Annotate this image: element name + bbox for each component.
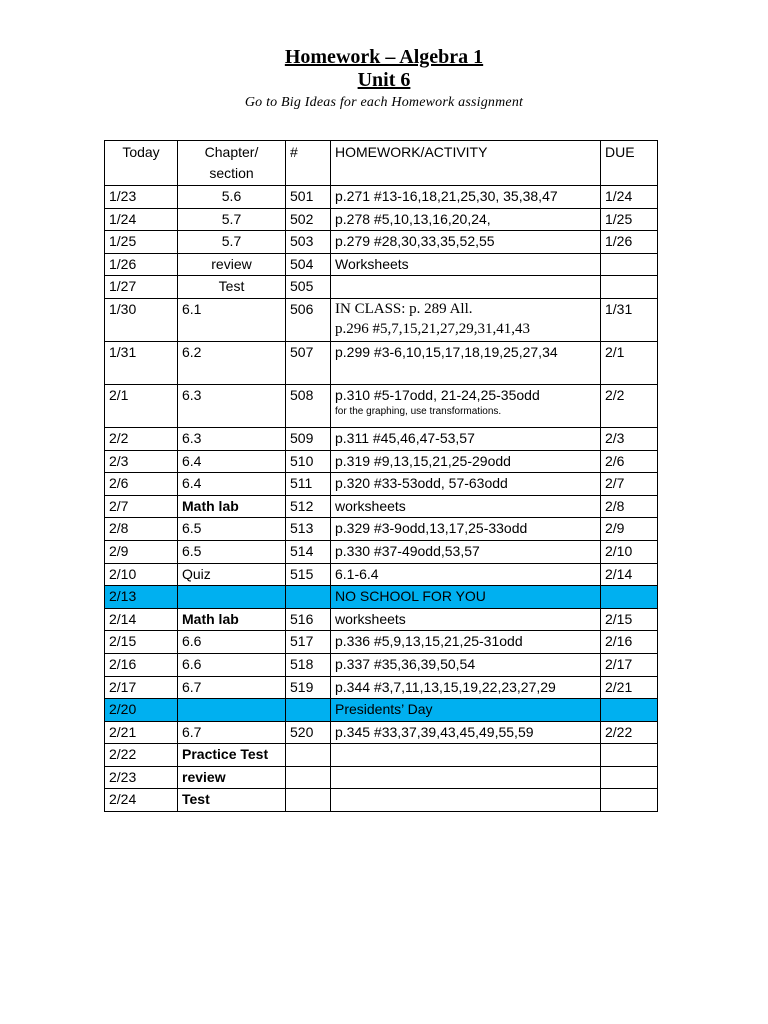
cell-due — [601, 586, 658, 609]
cell-activity: p.329 #3-9odd,13,17,25-33odd — [331, 518, 601, 541]
table-row — [105, 384, 658, 427]
cell-chapter: Practice Test — [178, 744, 286, 767]
cell-activity: p.279 #28,30,33,35,52,55 — [331, 231, 601, 254]
cell-activity: 6.1-6.4 — [331, 563, 601, 586]
cell-today: 2/6 — [105, 473, 178, 496]
document-title: Homework – Algebra 1 — [284, 46, 484, 68]
cell-activity: p.319 #9,13,15,21,25-29odd — [331, 450, 601, 473]
cell-today: 2/16 — [105, 653, 178, 676]
cell-chapter — [178, 586, 286, 609]
cell-number: 514 — [286, 540, 331, 563]
cell-activity: NO SCHOOL FOR YOU — [331, 586, 601, 609]
cell-activity: p.278 #5,10,13,16,20,24, — [331, 208, 601, 231]
cell-due — [601, 253, 658, 276]
cell-chapter: 5.7 — [178, 231, 286, 254]
cell-chapter: 6.4 — [178, 450, 286, 473]
cell-due: 1/24 — [601, 186, 658, 209]
table-row — [105, 253, 658, 276]
cell-due — [601, 744, 658, 767]
cell-due: 2/8 — [601, 495, 658, 518]
cell-chapter: 6.4 — [178, 473, 286, 496]
cell-number: 505 — [286, 276, 331, 299]
header-due: DUE — [601, 141, 658, 186]
cell-today: 2/13 — [105, 586, 178, 609]
cell-today: 2/3 — [105, 450, 178, 473]
cell-activity — [331, 789, 601, 812]
table-row — [105, 208, 658, 231]
cell-activity: p.336 #5,9,13,15,21,25-31odd — [331, 631, 601, 654]
cell-today: 2/21 — [105, 721, 178, 744]
cell-due: 2/6 — [601, 450, 658, 473]
cell-number: 513 — [286, 518, 331, 541]
cell-due: 2/1 — [601, 341, 658, 384]
cell-number: 510 — [286, 450, 331, 473]
cell-due: 2/2 — [601, 384, 658, 427]
cell-due: 1/26 — [601, 231, 658, 254]
table-row — [105, 721, 658, 744]
cell-due: 2/21 — [601, 676, 658, 699]
cell-activity: p.344 #3,7,11,13,15,19,22,23,27,29 — [331, 676, 601, 699]
table-row — [105, 450, 658, 473]
cell-today: 2/20 — [105, 699, 178, 722]
table-row — [105, 586, 658, 609]
cell-activity: p.299 #3-6,10,15,17,18,19,25,27,34 — [331, 341, 601, 384]
cell-due — [601, 699, 658, 722]
cell-activity: Presidents’ Day — [331, 699, 601, 722]
table-row — [105, 766, 658, 789]
table-row — [105, 298, 658, 341]
table-row — [105, 518, 658, 541]
cell-today: 2/1 — [105, 384, 178, 427]
cell-today: 2/10 — [105, 563, 178, 586]
cell-chapter: 6.5 — [178, 518, 286, 541]
table-row — [105, 231, 658, 254]
table-row — [105, 473, 658, 496]
cell-chapter: review — [178, 766, 286, 789]
cell-number — [286, 699, 331, 722]
cell-activity: p.311 #45,46,47-53,57 — [331, 427, 601, 450]
cell-today: 1/30 — [105, 298, 178, 341]
table-row — [105, 427, 658, 450]
cell-due — [601, 766, 658, 789]
cell-activity: p.320 #33-53odd, 57-63odd — [331, 473, 601, 496]
cell-due: 2/7 — [601, 473, 658, 496]
cell-today: 2/2 — [105, 427, 178, 450]
cell-today: 2/23 — [105, 766, 178, 789]
cell-activity: p.337 #35,36,39,50,54 — [331, 653, 601, 676]
cell-due: 2/9 — [601, 518, 658, 541]
document-subtitle: Go to Big Ideas for each Homework assignment — [244, 95, 524, 110]
cell-number — [286, 586, 331, 609]
cell-due — [601, 276, 658, 299]
cell-due: 2/15 — [601, 608, 658, 631]
cell-chapter: 6.5 — [178, 540, 286, 563]
cell-chapter: 6.2 — [178, 341, 286, 384]
cell-number: 519 — [286, 676, 331, 699]
cell-chapter: Quiz — [178, 563, 286, 586]
cell-number — [286, 789, 331, 812]
cell-today: 1/31 — [105, 341, 178, 384]
document-header — [0, 46, 768, 112]
cell-activity: worksheets — [331, 608, 601, 631]
cell-chapter: 6.7 — [178, 721, 286, 744]
cell-due: 2/14 — [601, 563, 658, 586]
cell-number: 516 — [286, 608, 331, 631]
cell-today: 1/26 — [105, 253, 178, 276]
cell-activity: Worksheets — [331, 253, 601, 276]
cell-today: 2/7 — [105, 495, 178, 518]
cell-number: 504 — [286, 253, 331, 276]
cell-chapter: 6.6 — [178, 653, 286, 676]
cell-number: 512 — [286, 495, 331, 518]
cell-due: 2/3 — [601, 427, 658, 450]
cell-chapter: 6.1 — [178, 298, 286, 341]
table-row — [105, 789, 658, 812]
cell-number: 518 — [286, 653, 331, 676]
cell-number: 506 — [286, 298, 331, 341]
homework-table — [104, 140, 658, 812]
header-chapter: Chapter/ section — [178, 141, 286, 186]
unit-title: Unit 6 — [357, 69, 411, 91]
table-row — [105, 608, 658, 631]
cell-chapter: Math lab — [178, 608, 286, 631]
cell-number: 511 — [286, 473, 331, 496]
cell-number: 501 — [286, 186, 331, 209]
cell-chapter: 6.7 — [178, 676, 286, 699]
cell-activity — [331, 766, 601, 789]
cell-due: 2/17 — [601, 653, 658, 676]
cell-today: 1/27 — [105, 276, 178, 299]
cell-activity: p.345 #33,37,39,43,45,49,55,59 — [331, 721, 601, 744]
cell-chapter: 5.6 — [178, 186, 286, 209]
cell-activity: IN CLASS: p. 289 All. p.296 #5,7,15,21,27,29,31,41,43 — [331, 298, 601, 341]
table-row — [105, 744, 658, 767]
table-row — [105, 653, 658, 676]
cell-number: 520 — [286, 721, 331, 744]
cell-due: 2/16 — [601, 631, 658, 654]
cell-chapter: Test — [178, 789, 286, 812]
cell-due: 1/25 — [601, 208, 658, 231]
table-row — [105, 540, 658, 563]
cell-number: 502 — [286, 208, 331, 231]
cell-today: 2/15 — [105, 631, 178, 654]
cell-number: 509 — [286, 427, 331, 450]
header-number: # — [286, 141, 331, 186]
cell-activity: p.310 #5-17odd, 21-24,25-35odd for the graphing, use transformations. — [331, 384, 601, 427]
cell-number: 508 — [286, 384, 331, 427]
cell-activity: p.330 #37-49odd,53,57 — [331, 540, 601, 563]
cell-today: 2/22 — [105, 744, 178, 767]
cell-number: 515 — [286, 563, 331, 586]
cell-due: 2/22 — [601, 721, 658, 744]
cell-due — [601, 789, 658, 812]
table-row — [105, 563, 658, 586]
cell-chapter — [178, 699, 286, 722]
cell-today: 1/24 — [105, 208, 178, 231]
cell-today: 2/14 — [105, 608, 178, 631]
cell-today: 2/24 — [105, 789, 178, 812]
cell-chapter: Test — [178, 276, 286, 299]
table-row — [105, 341, 658, 384]
cell-chapter: Math lab — [178, 495, 286, 518]
cell-today: 1/25 — [105, 231, 178, 254]
cell-chapter: review — [178, 253, 286, 276]
cell-today: 1/23 — [105, 186, 178, 209]
cell-due: 1/31 — [601, 298, 658, 341]
activity-note: for the graphing, use transformations. — [335, 405, 502, 417]
cell-today: 2/8 — [105, 518, 178, 541]
cell-number — [286, 766, 331, 789]
table-row — [105, 276, 658, 299]
cell-number: 517 — [286, 631, 331, 654]
header-today: Today — [105, 141, 178, 186]
cell-due: 2/10 — [601, 540, 658, 563]
cell-activity — [331, 744, 601, 767]
cell-today: 2/9 — [105, 540, 178, 563]
cell-chapter: 5.7 — [178, 208, 286, 231]
table-row — [105, 676, 658, 699]
cell-number: 503 — [286, 231, 331, 254]
cell-activity — [331, 276, 601, 299]
table-header-row — [105, 141, 658, 186]
table-row — [105, 631, 658, 654]
cell-chapter: 6.3 — [178, 427, 286, 450]
cell-today: 2/17 — [105, 676, 178, 699]
header-activity: HOMEWORK/ACTIVITY — [331, 141, 601, 186]
cell-activity: worksheets — [331, 495, 601, 518]
cell-chapter: 6.6 — [178, 631, 286, 654]
cell-chapter: 6.3 — [178, 384, 286, 427]
table-row — [105, 186, 658, 209]
table-row — [105, 495, 658, 518]
table-row — [105, 699, 658, 722]
cell-activity: p.271 #13-16,18,21,25,30, 35,38,47 — [331, 186, 601, 209]
cell-number — [286, 744, 331, 767]
cell-number: 507 — [286, 341, 331, 384]
